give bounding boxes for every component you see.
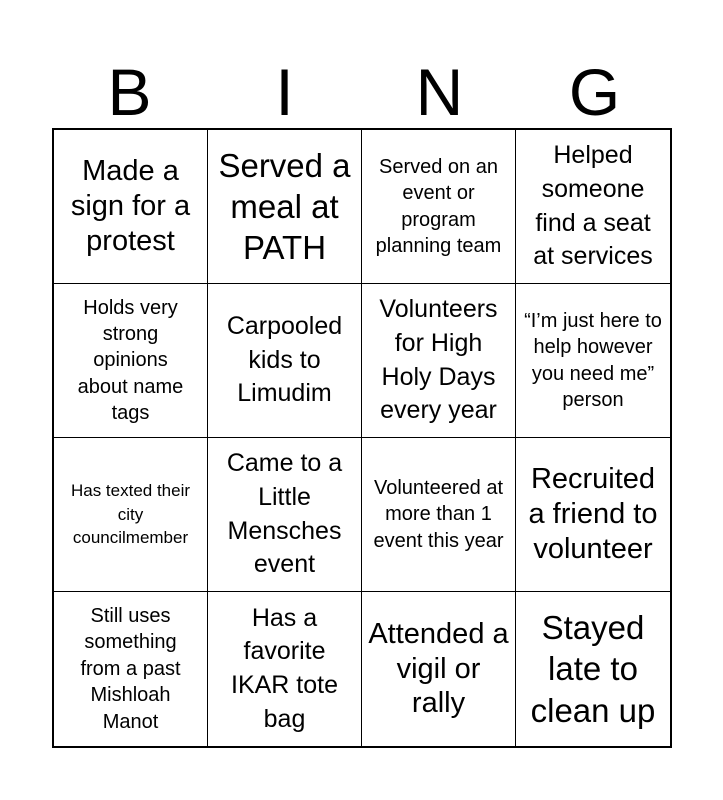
bingo-cell[interactable] (516, 284, 670, 438)
bingo-cell[interactable] (362, 592, 516, 746)
bingo-cell[interactable] (208, 130, 362, 284)
bingo-cell[interactable] (54, 284, 208, 438)
bingo-cell[interactable] (362, 130, 516, 284)
cell-text: Recruited a friend to volunteer (528, 463, 658, 565)
cell-text: Stayed late to clean up (530, 609, 656, 729)
bingo-cell[interactable] (362, 438, 516, 592)
bingo-cell[interactable] (516, 438, 670, 592)
bingo-cell[interactable] (362, 284, 516, 438)
cell-text: Has texted their city councilmember (70, 480, 191, 548)
header-letter-i: I (275, 55, 294, 129)
cell-text: Has a favorite IKAR tote bag (231, 603, 338, 733)
bingo-cell[interactable] (208, 284, 362, 438)
cell-text: Made a sign for a protest (70, 155, 191, 257)
bingo-header (52, 52, 672, 128)
cell-text: Volunteered at more than 1 event this year (373, 476, 504, 552)
cell-text: “I’m just here to help however you need me” person (524, 309, 662, 411)
cell-text: Attended a vigil or rally (368, 617, 509, 720)
cell-text: Holds very strong opinions about name tags (77, 296, 184, 425)
header-letter-g: G (568, 55, 621, 129)
bingo-cell[interactable] (208, 438, 362, 592)
cell-text: Carpooled kids to Limudim (226, 311, 343, 408)
cell-text: Volunteers for High Holy Days every year (379, 295, 498, 425)
bingo-cell[interactable] (208, 592, 362, 746)
bingo-cell[interactable] (516, 130, 670, 284)
cell-text: Served on an event or program planning team (375, 155, 502, 257)
bingo-cell[interactable] (516, 592, 670, 746)
cell-text: Helped someone find a seat at services (533, 141, 653, 271)
cell-text: Came to a Little Mensches event (226, 449, 343, 579)
bingo-board (52, 128, 672, 748)
bingo-cell[interactable] (54, 592, 208, 746)
cell-text: Still uses something from a past Mishloah Manot (80, 605, 181, 733)
cell-text: Served a meal at PATH (218, 146, 351, 267)
bingo-cell[interactable] (54, 438, 208, 592)
bingo-cell[interactable] (54, 130, 208, 284)
header-letter-n: N (415, 55, 464, 129)
header-letter-b: B (107, 55, 152, 129)
